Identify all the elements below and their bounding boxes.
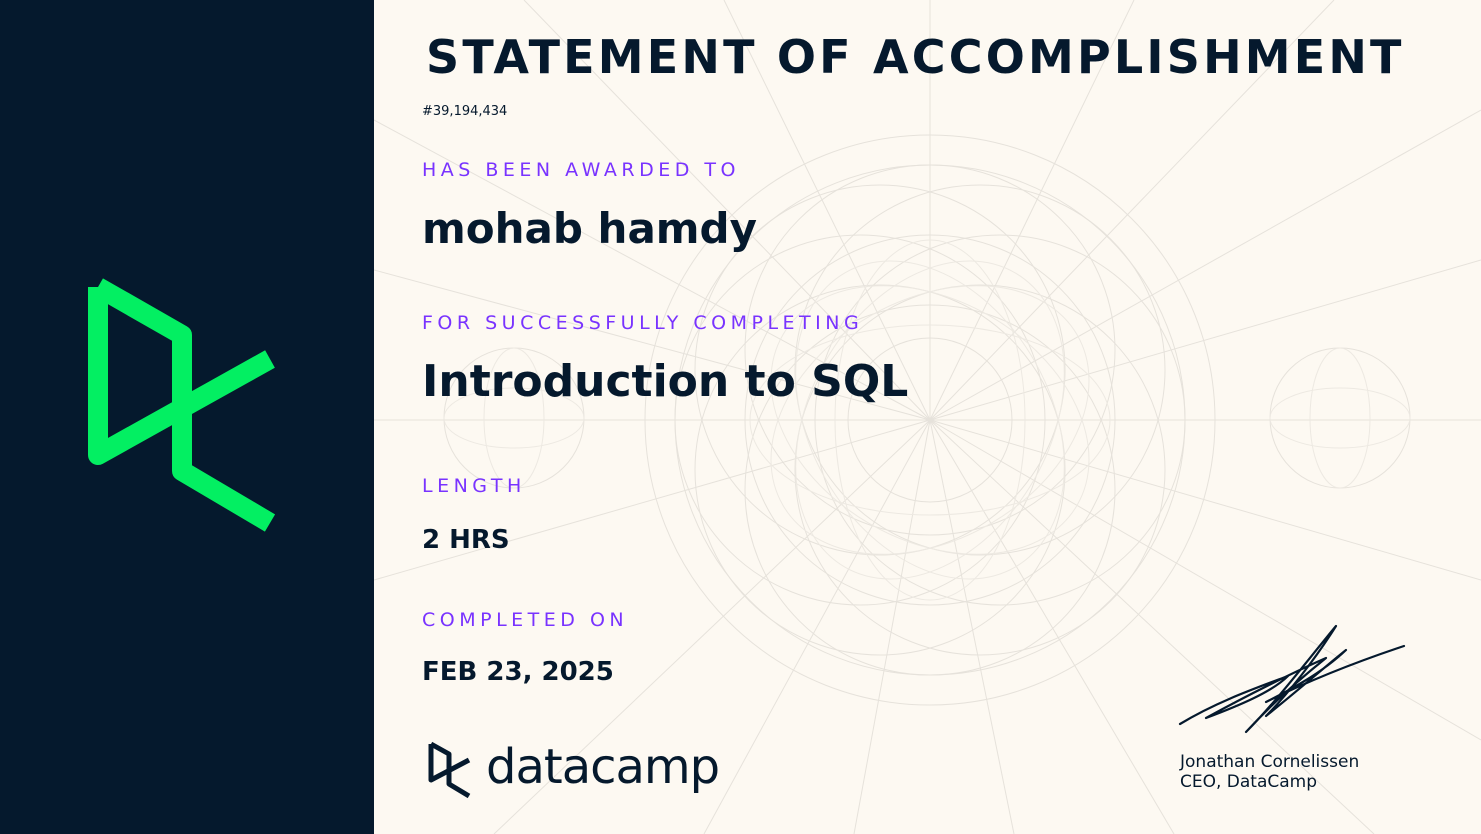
datacamp-brand xyxy=(426,740,719,800)
awarded-label: HAS BEEN AWARDED TO xyxy=(422,159,740,181)
length-label: LENGTH xyxy=(422,475,526,497)
datacamp-logo-icon xyxy=(426,740,472,800)
completion-date: FEB 23, 2025 xyxy=(422,657,614,687)
signer-name: Jonathan Cornelissen xyxy=(1180,752,1360,772)
course-length: 2 HRS xyxy=(422,525,510,555)
course-title: Introduction to SQL xyxy=(422,356,909,407)
sidebar-panel xyxy=(0,0,374,834)
signature-icon xyxy=(1176,622,1408,740)
datacamp-logo-icon xyxy=(80,275,290,535)
recipient-name: mohab hamdy xyxy=(422,204,757,253)
certificate-title: STATEMENT OF ACCOMPLISHMENT xyxy=(426,30,1405,84)
brand-wordmark: datacamp xyxy=(486,739,720,795)
certificate-id: #39,194,434 xyxy=(422,104,508,119)
signer-block xyxy=(1180,752,1359,792)
certificate-body xyxy=(374,0,1481,834)
completing-label: FOR SUCCESSFULLY COMPLETING xyxy=(422,312,864,334)
completed-label: COMPLETED ON xyxy=(422,609,629,631)
signer-role: CEO, DataCamp xyxy=(1180,772,1318,792)
